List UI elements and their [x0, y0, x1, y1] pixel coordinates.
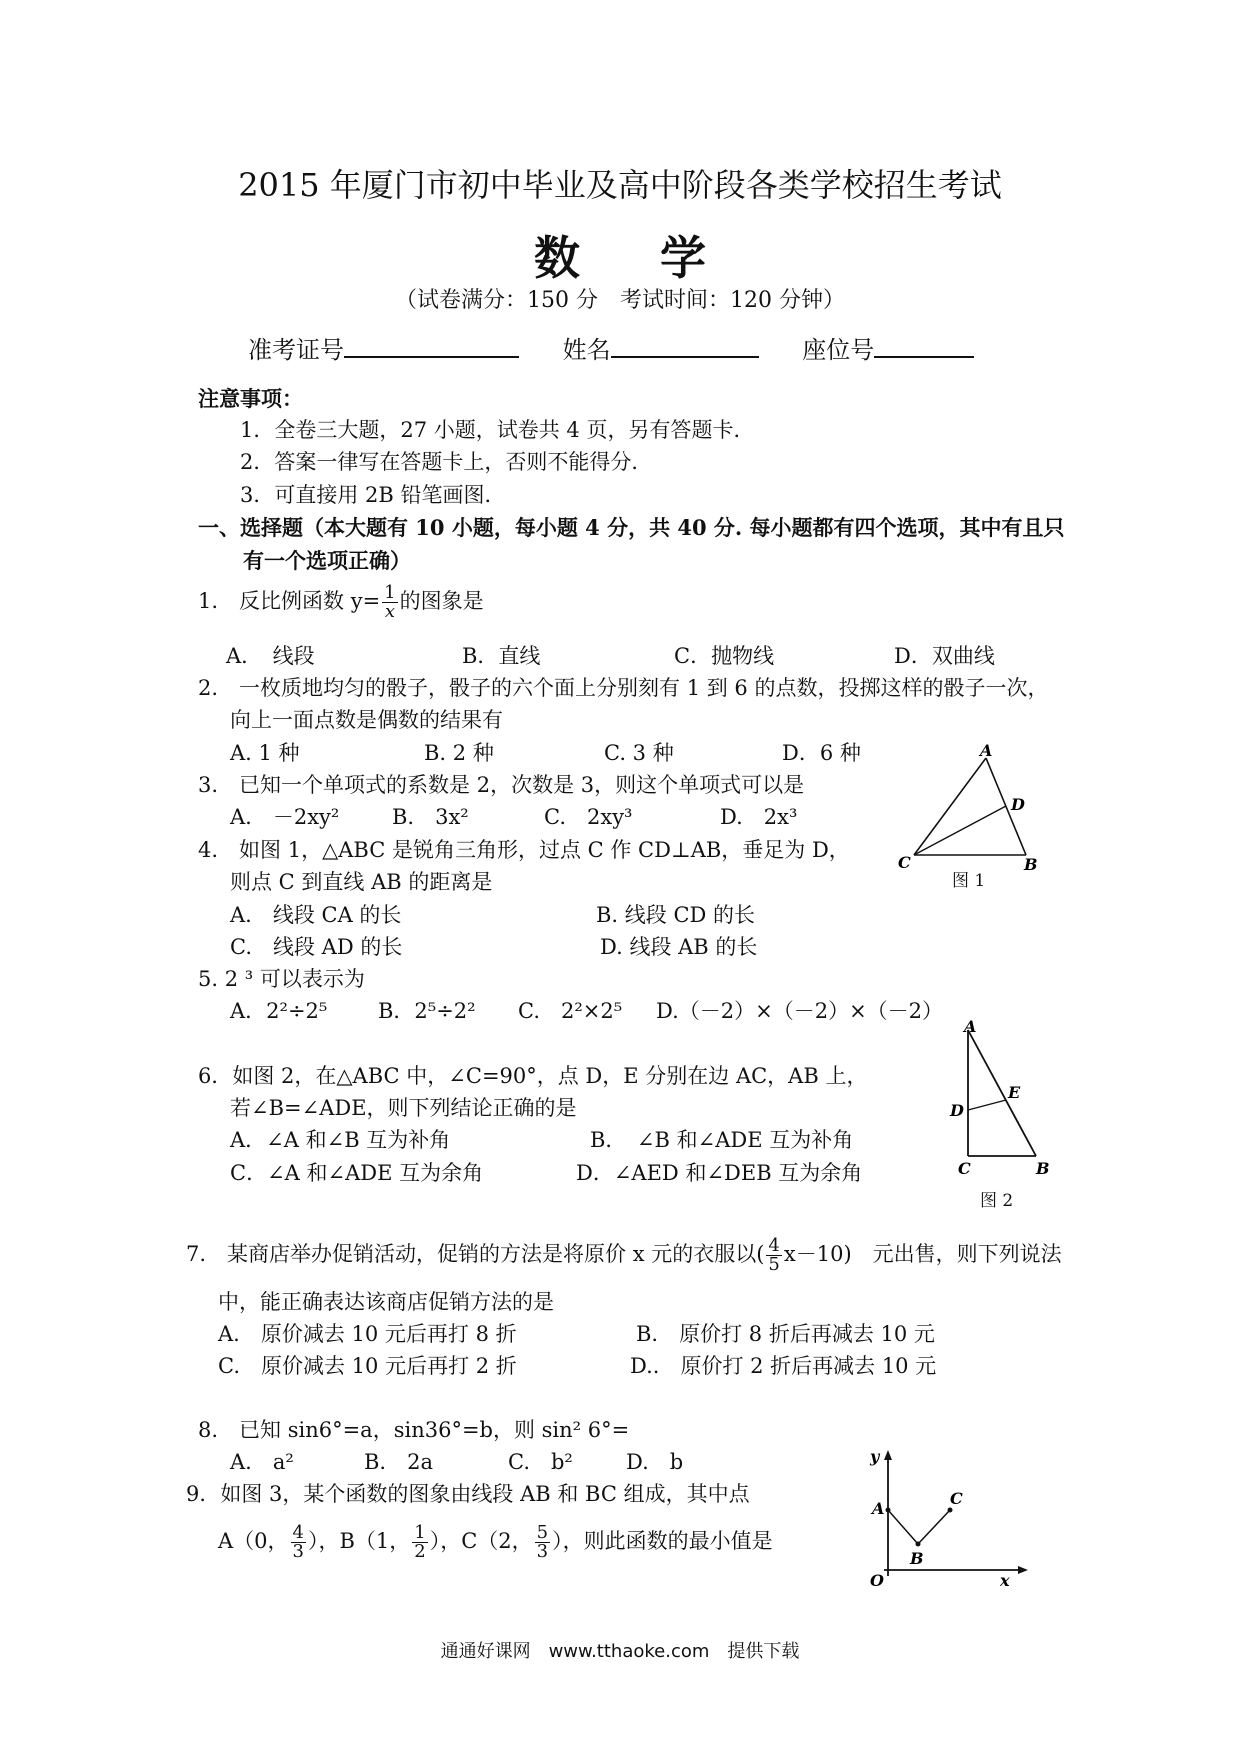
- q5-option-d: D.（－2）×（－2）×（－2）: [656, 999, 944, 1023]
- question-2-cont: 向上一面点数是偶数的结果有: [230, 708, 503, 732]
- fig2-label-a: A: [964, 1020, 977, 1036]
- fig2-side-ab: [968, 1030, 1036, 1156]
- q7-fraction: [766, 1237, 781, 1274]
- fig1-caption: 图 1: [952, 871, 986, 891]
- fig1-label-b: B: [1024, 855, 1038, 874]
- notice-heading: 注意事项：: [198, 386, 303, 411]
- question-4: 4. 如图 1，△ABC 是锐角三角形，过点 C 作 CD⊥AB，垂足为 D，: [198, 838, 850, 862]
- q9-frac-c-den: 3: [536, 1541, 549, 1562]
- q7-option-a: A. 原价减去 10 元后再打 8 折: [218, 1322, 517, 1346]
- fig3-label-y: y: [870, 1448, 880, 1466]
- subject-title: 数学: [534, 231, 786, 285]
- notice-item: 3．可直接用 2B 铅笔画图．: [240, 483, 506, 507]
- candidate-fields: [248, 330, 1010, 365]
- fig3-label-a: A: [872, 1499, 885, 1518]
- fig3-y-arrow: [884, 1450, 892, 1460]
- question-6: 6．如图 2，在△ABC 中，∠C=90°，点 D，E 分别在边 AC，AB 上，: [198, 1064, 868, 1088]
- q1-den: x: [384, 601, 395, 622]
- q4-option-b: B. 线段 CD 的长: [596, 903, 756, 927]
- q7-option-b: B. 原价打 8 折后再减去 10 元: [636, 1322, 935, 1346]
- fig3-point-a: [886, 1508, 891, 1513]
- figure-2-right-triangle: [948, 1020, 1058, 1180]
- q9-frac-b-den: 2: [414, 1541, 426, 1562]
- fig2-segment-de: [968, 1100, 1006, 1110]
- q9-stem-end: ），则此函数的最小值是: [552, 1529, 773, 1553]
- id-blank: [344, 334, 519, 358]
- seat-blank: [874, 334, 974, 358]
- q6-option-a: A．∠A 和∠B 互为补角: [230, 1128, 451, 1152]
- question-9-cont: [218, 1524, 773, 1561]
- question-8: 8. 已知 sin6°=a，sin36°=b，则 sin² 6°=: [198, 1418, 630, 1442]
- q2-option-d: D．6 种: [782, 741, 861, 765]
- question-7-cont: 中，能正确表达该商店促销方法的是: [218, 1290, 554, 1314]
- question-1: [198, 584, 484, 621]
- q7-stem: 7. 某商店举办促销活动，促销的方法是将原价 x 元的衣服以(: [186, 1242, 765, 1266]
- figure-3-graph: [858, 1448, 1028, 1588]
- q9-frac-a-num: 4: [292, 1522, 304, 1543]
- name-blank: [611, 334, 759, 358]
- q7-num: 4: [768, 1235, 780, 1256]
- q1-option-a: A． 线段: [226, 644, 315, 668]
- q9-frac-a-den: 3: [292, 1541, 304, 1562]
- notice-item: 2．答案一律写在答题卡上，否则不能得分．: [240, 450, 653, 474]
- q6-option-b: B． ∠B 和∠ADE 互为补角: [590, 1128, 854, 1152]
- q9-frac-c: [535, 1524, 550, 1561]
- q6-option-d: D．∠AED 和∠DEB 互为余角: [576, 1161, 863, 1185]
- q5-option-c: C. 2²×2⁵: [518, 999, 623, 1023]
- q4-option-c: C. 线段 AD 的长: [230, 935, 403, 959]
- fig2-label-b: B: [1036, 1159, 1050, 1178]
- q1-stem-end: 的图象是: [399, 589, 484, 613]
- q3-option-b: B. 3x²: [392, 805, 469, 829]
- fig3-label-x: x: [1000, 1571, 1010, 1588]
- question-6-cont: 若∠B=∠ADE，则下列结论正确的是: [230, 1096, 577, 1120]
- fig1-side-ca: [914, 758, 986, 855]
- q7-option-d: D.. 原价打 2 折后再减去 10 元: [630, 1354, 937, 1378]
- exam-info: （试卷满分：150 分 考试时间：120 分钟）: [395, 288, 845, 313]
- q2-option-b: B. 2 种: [424, 741, 494, 765]
- q2-option-c: C. 3 种: [604, 741, 674, 765]
- q1-num: 1: [384, 582, 396, 603]
- q1-stem: 1. 反比例函数 y=: [198, 589, 381, 613]
- exam-title: 2015 年厦门市初中毕业及高中阶段各类学校招生考试: [238, 166, 1002, 204]
- fig2-label-c: C: [958, 1159, 971, 1178]
- fig3-graph-line: [888, 1510, 950, 1544]
- fig3-x-arrow: [1018, 1566, 1028, 1574]
- q7-option-c: C. 原价减去 10 元后再打 2 折: [218, 1354, 517, 1378]
- q1-fraction: [382, 584, 397, 621]
- fig1-label-c: C: [898, 853, 911, 872]
- question-4-cont: 则点 C 到直线 AB 的距离是: [230, 870, 493, 894]
- fig3-point-c: [948, 1508, 953, 1513]
- figure-1-triangle: [890, 744, 1050, 884]
- question-5: 5. 2 ³ 可以表示为: [198, 967, 365, 991]
- fig3-label-b: B: [910, 1549, 924, 1568]
- section-heading: 一、选择题（本大题有 10 小题，每小题 4 分，共 40 分. 每小题都有四个选项，其中有且只: [198, 515, 1065, 540]
- q8-option-c: C. b²: [508, 1450, 573, 1474]
- q1-option-c: C．抛物线: [674, 644, 775, 668]
- fig3-label-o: O: [870, 1571, 884, 1588]
- field-label-name: 姓名: [562, 336, 611, 364]
- section-heading-cont: 有一个选项正确）: [243, 548, 411, 573]
- field-label-id: 准考证号: [248, 336, 344, 364]
- fig2-label-d: D: [950, 1101, 964, 1120]
- notice-item: 1．全卷三大题，27 小题，试卷共 4 页，另有答题卡．: [240, 418, 755, 442]
- question-9: 9．如图 3，某个函数的图象由线段 AB 和 BC 组成，其中点: [186, 1482, 750, 1506]
- q4-option-d: D. 线段 AB 的长: [600, 935, 758, 959]
- q9-frac-b-num: 1: [414, 1522, 426, 1543]
- fig2-caption: 图 2: [980, 1191, 1014, 1211]
- q8-option-b: B. 2a: [364, 1450, 433, 1474]
- field-label-seat: 座位号: [802, 336, 875, 364]
- fig3-point-b: [916, 1542, 921, 1547]
- q2-option-a: A. 1 种: [230, 741, 300, 765]
- q5-option-a: A．2²÷2⁵: [230, 999, 328, 1023]
- q9-point-a: A（0，: [218, 1529, 289, 1553]
- fig1-segment-cd: [914, 806, 1006, 855]
- question-3: 3. 已知一个单项式的系数是 2，次数是 3，则这个单项式可以是: [198, 773, 805, 797]
- q1-option-b: B．直线: [462, 644, 541, 668]
- question-7: [186, 1237, 1062, 1274]
- q8-option-a: A. a²: [230, 1450, 294, 1474]
- q9-frac-a: [291, 1524, 306, 1561]
- q3-option-c: C. 2xy³: [544, 805, 633, 829]
- q1-option-d: D．双曲线: [894, 644, 995, 668]
- q8-option-d: D. b: [626, 1450, 684, 1474]
- q9-frac-c-num: 5: [536, 1522, 549, 1543]
- q7-stem-end: x－10) 元出售，则下列说法: [783, 1242, 1062, 1266]
- fig1-label-d: D: [1011, 795, 1025, 814]
- q9-frac-b: [412, 1524, 427, 1561]
- q5-option-b: B．2⁵÷2²: [378, 999, 476, 1023]
- footer-text: 通通好课网 www.tthaoke.com 提供下载: [440, 1641, 800, 1662]
- fig3-label-c: C: [950, 1489, 963, 1508]
- question-2: 2. 一枚质地均匀的骰子，骰子的六个面上分别刻有 1 到 6 的点数，投掷这样的骰子一次，: [198, 676, 1049, 700]
- fig2-label-e: E: [1008, 1083, 1021, 1102]
- q3-option-d: D. 2x³: [720, 805, 798, 829]
- q9-point-b: ），B（1，: [307, 1529, 411, 1553]
- q4-option-a: A. 线段 CA 的长: [230, 903, 402, 927]
- q9-point-c: ），C（2，: [429, 1529, 533, 1553]
- q7-den: 5: [768, 1254, 780, 1275]
- q3-option-a: A. －2xy²: [230, 805, 340, 829]
- q6-option-c: C．∠A 和∠ADE 互为余角: [230, 1161, 484, 1185]
- fig1-label-a: A: [980, 744, 993, 760]
